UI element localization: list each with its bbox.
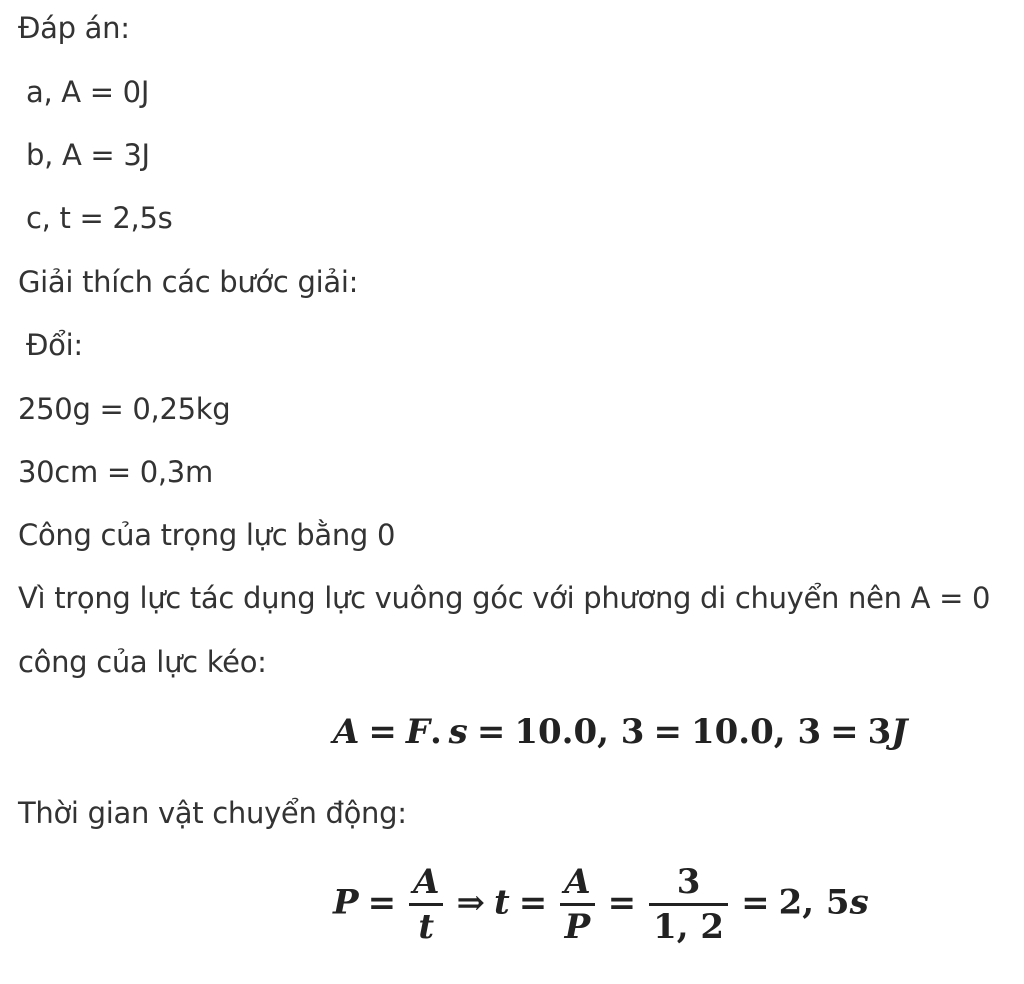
formula-equals: = (476, 712, 506, 752)
time-label: Thời gian vật chuyển động: (18, 796, 407, 830)
answer-title: Đáp án: (18, 11, 130, 45)
implies-arrow: ⇒ (456, 882, 485, 923)
formula-result: 2, 5 (778, 882, 850, 923)
formula-unit-s: s (849, 882, 869, 923)
answer-a: a, A = 0J (26, 75, 150, 109)
formula-equals: = (368, 712, 397, 752)
pull-work-label: công của lực kéo: (18, 645, 267, 679)
formula-var-p: P (333, 882, 359, 923)
work-formula (333, 712, 907, 752)
fraction-numerator: A (413, 862, 440, 902)
fraction-a-over-t (409, 862, 443, 947)
reason-text: Vì trọng lực tác dụng lực vuông góc với phương di chuyển nên A = 0 (18, 581, 991, 615)
convert-mass: 250g = 0,25kg (18, 392, 231, 426)
convert-label: Đổi: (26, 328, 83, 362)
formula-equals: = (607, 882, 637, 923)
formula-equals: = (653, 712, 682, 752)
formula-var-a: A (333, 712, 360, 752)
formula-dot: . (430, 712, 442, 752)
answer-b: b, A = 3J (26, 138, 150, 172)
fraction-bar (649, 903, 728, 906)
fraction-numerator: A (564, 862, 591, 902)
convert-distance: 30cm = 0,3m (18, 455, 213, 489)
fraction-denominator: P (564, 907, 591, 947)
fraction-denominator: 1, 2 (653, 907, 725, 947)
fraction-denominator: t (418, 907, 435, 947)
formula-equals: = (367, 882, 397, 923)
fraction-numerator: 3 (676, 862, 701, 902)
formula-value-3: 3 (867, 712, 892, 752)
formula-unit-j: J (891, 712, 908, 752)
formula-equals: = (830, 712, 859, 752)
answer-c: c, t = 2,5s (26, 201, 173, 235)
fraction-a-over-p (560, 862, 594, 947)
fraction-bar (560, 903, 594, 906)
formula-equals: = (518, 882, 548, 923)
gravity-work-text: Công của trọng lực bằng 0 (18, 518, 396, 552)
formula-equals: = (741, 882, 770, 923)
formula-var-t: t (493, 882, 510, 923)
time-formula (333, 862, 869, 947)
fraction-bar (409, 903, 443, 906)
formula-value-2: 10.0, 3 (690, 712, 822, 752)
explanation-title: Giải thích các bước giải: (18, 265, 359, 299)
formula-value-1: 10.0, 3 (514, 712, 645, 752)
formula-var-f: F (405, 712, 431, 752)
fraction-3-over-1-2 (649, 862, 728, 947)
formula-var-s: s (448, 712, 468, 752)
